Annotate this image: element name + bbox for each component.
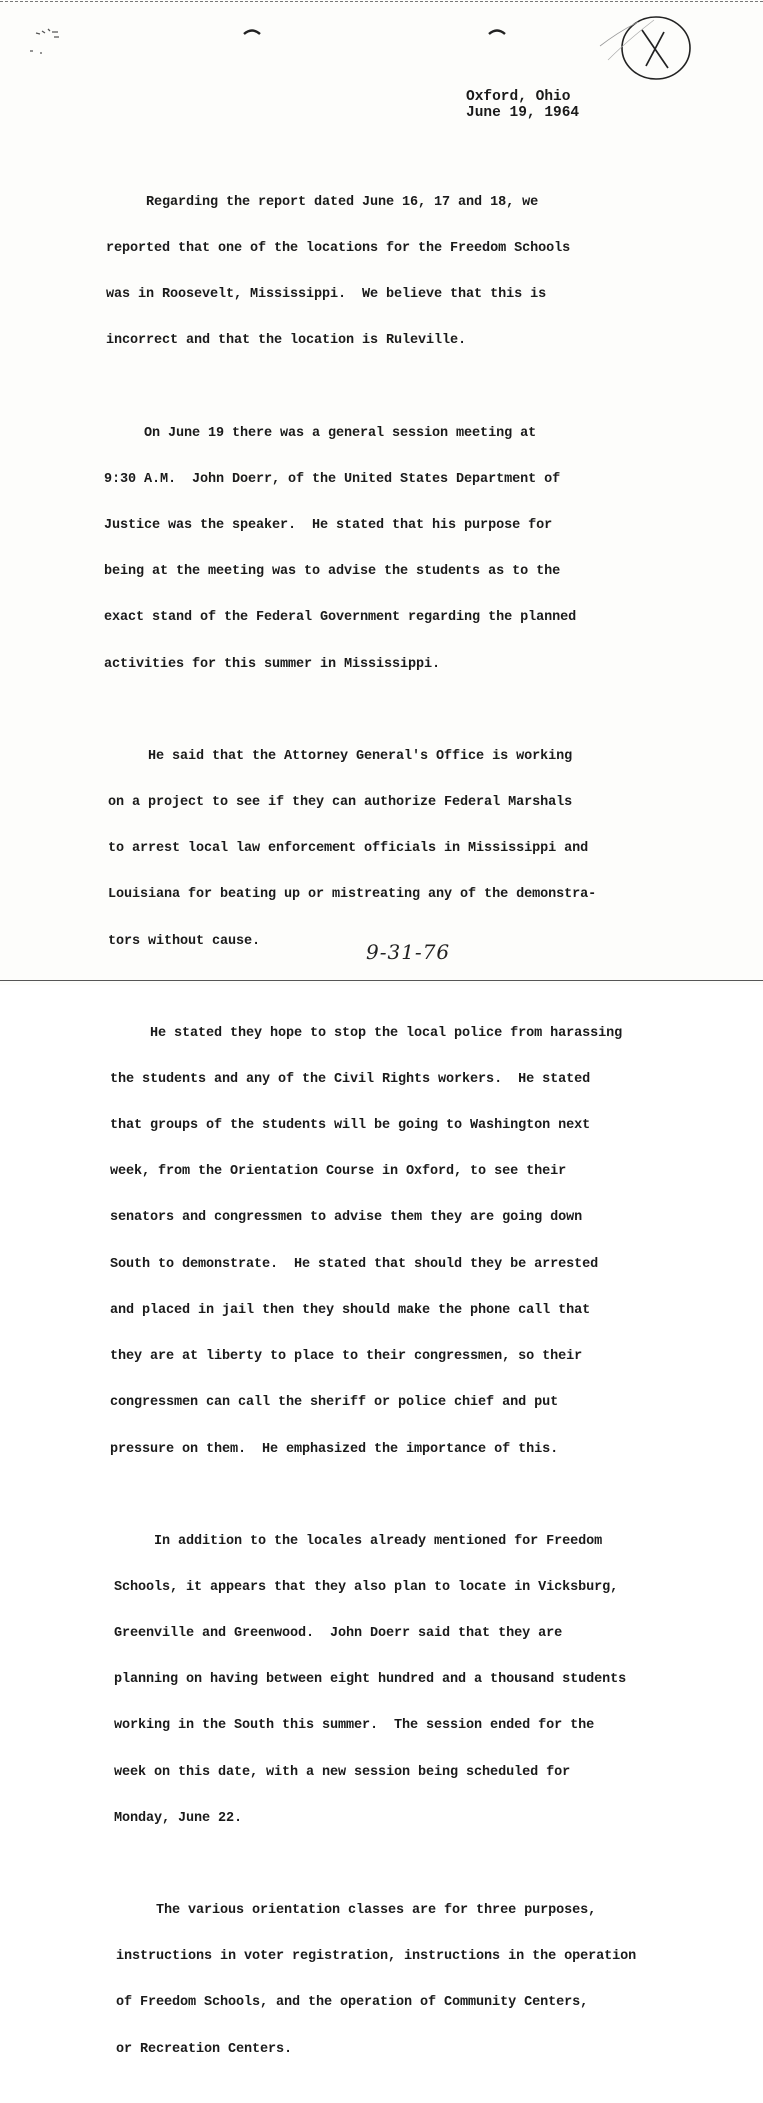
dateline-date: June 19, 1964 [466, 105, 580, 121]
text-line: 9:30 A.M. John Doerr, of the United States Department of [104, 471, 561, 487]
text-line: tors without cause. [108, 933, 261, 949]
text-line: activities for this summer in Mississippi. [104, 656, 441, 672]
text-line: Greenville and Greenwood. John Doerr said that they are [114, 1625, 563, 1641]
text-line: of Freedom Schools, and the operation of Community Centers, [116, 1995, 589, 2011]
hole-punch-mark [243, 28, 261, 36]
text-line: being at the meeting was to advise the students as to the [104, 564, 561, 580]
text-line: working in the South this summer. The session ended for the [114, 1718, 595, 1734]
text-line: that groups of the students will be going to Washington next [110, 1117, 591, 1133]
text-line: He stated they hope to stop the local police from harassing [110, 1025, 623, 1041]
corner-mark-letter: X [598, 10, 599, 11]
dateline-place: Oxford, Ohio [466, 89, 571, 105]
text-line: week on this date, with a new session being scheduled for [114, 1764, 571, 1780]
text-line: Monday, June 22. [114, 1810, 243, 1826]
paragraph-5 [114, 1503, 704, 1857]
handwritten-circled-x-mark [598, 10, 698, 85]
dateline [466, 89, 579, 121]
text-line: exact stand of the Federal Government regarding the planned [104, 610, 577, 626]
text-line: incorrect and that the location is Ruleville. [106, 333, 467, 349]
text-line: In addition to the locales already mentioned for Freedom [114, 1533, 603, 1549]
text-line: planning on having between eight hundred and a thousand students [114, 1672, 627, 1688]
scan-speck-marks [30, 25, 90, 65]
handwritten-file-number: 9-31-76 [366, 940, 451, 964]
text-line: He said that the Attorney General's Office is working [108, 748, 573, 764]
text-line: pressure on them. He emphasized the importance of this. [110, 1441, 559, 1457]
text-line: to arrest local law enforcement officials in Mississippi and [108, 841, 589, 857]
top-perforation-line [0, 1, 763, 2]
text-line: was in Roosevelt, Mississippi. We believe that this is [106, 287, 547, 303]
text-line: The various orientation classes are for three purposes, [116, 1902, 597, 1918]
text-line: and placed in jail then they should make the phone call that [110, 1302, 591, 1318]
text-line: week, from the Orientation Course in Oxford, to see their [110, 1164, 567, 1180]
report-body [104, 164, 704, 2103]
text-line: South to demonstrate. He stated that should they be arrested [110, 1256, 599, 1272]
text-line: reported that one of the locations for the Freedom Schools [106, 241, 571, 257]
text-line: senators and congressmen to advise them they are going down [110, 1210, 583, 1226]
text-line: or Recreation Centers. [116, 2041, 293, 2057]
paragraph-2 [104, 395, 704, 703]
text-line: on a project to see if they can authorize Federal Marshals [108, 794, 573, 810]
text-line: congressmen can call the sheriff or police chief and put [110, 1395, 559, 1411]
text-line: they are at liberty to place to their congressmen, so their [110, 1349, 583, 1365]
bottom-rule-line [0, 980, 763, 981]
text-line: the students and any of the Civil Rights workers. He stated [110, 1071, 591, 1087]
text-line: Regarding the report dated June 16, 17 and 18, we [106, 194, 539, 210]
paragraph-4 [110, 995, 704, 1488]
text-line: Schools, it appears that they also plan to locate in Vicksburg, [114, 1579, 619, 1595]
hole-punch-mark [488, 28, 506, 36]
paragraph-1 [106, 164, 704, 380]
paragraph-6 [116, 1872, 704, 2088]
text-line: Justice was the speaker. He stated that his purpose for [104, 517, 553, 533]
text-line: On June 19 there was a general session meeting at [104, 425, 537, 441]
text-line: instructions in voter registration, instructions in the operation [116, 1949, 637, 1965]
text-line: Louisiana for beating up or mistreating any of the demonstra- [108, 887, 597, 903]
